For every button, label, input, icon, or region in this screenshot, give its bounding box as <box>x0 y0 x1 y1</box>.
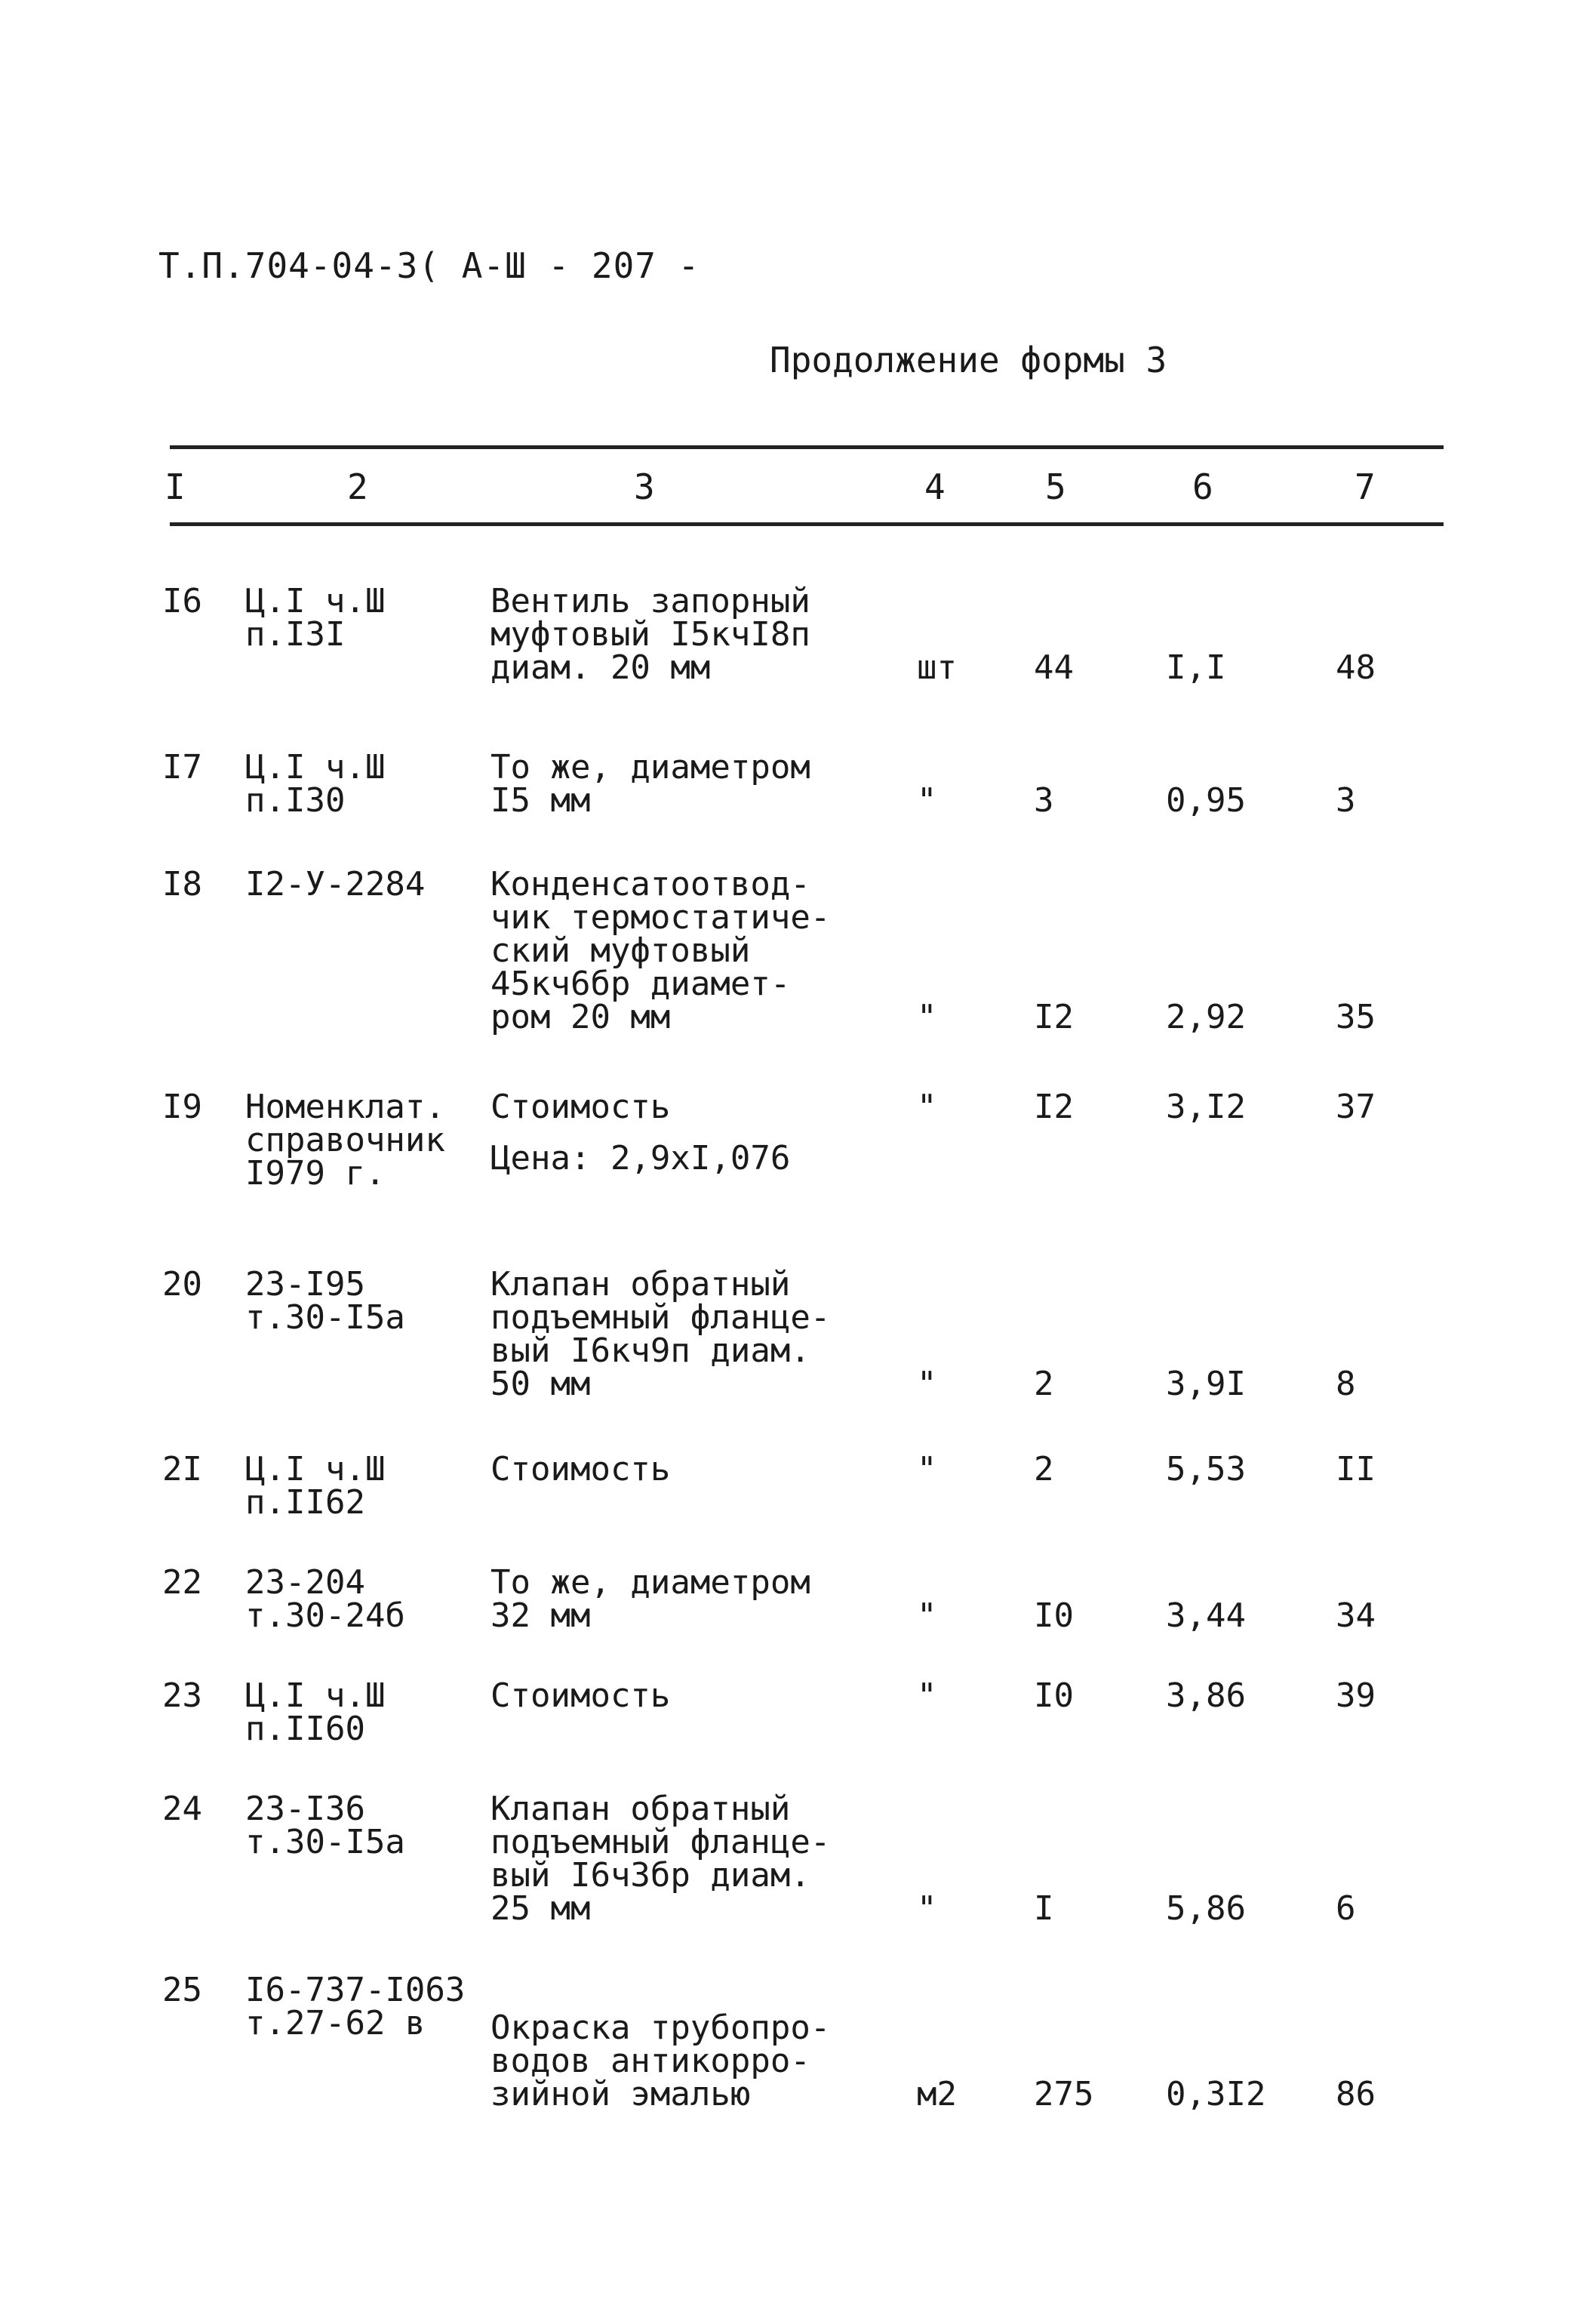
row-unit-price: 2,92 <box>1166 998 1246 1036</box>
row-description <box>490 582 810 687</box>
description-line: подъемный фланце- <box>490 1298 831 1337</box>
column-header-2: 2 <box>347 466 368 507</box>
row-unit: " <box>917 998 937 1036</box>
row-quantity: I0 <box>1034 1676 1074 1715</box>
column-header-7: 7 <box>1355 466 1376 507</box>
reference-line: п.II60 <box>245 1710 365 1748</box>
row-total: 8 <box>1336 1365 1356 1403</box>
reference-line: I6-737-I063 <box>245 1971 466 2009</box>
row-unit-price: 3,86 <box>1166 1676 1246 1715</box>
reference-line: справочник <box>245 1121 445 1159</box>
description-line: зийной эмалью <box>490 2075 751 2113</box>
row-quantity: 44 <box>1034 648 1074 687</box>
reference-line: т.30-I5а <box>245 1298 405 1337</box>
row-total: II <box>1336 1450 1376 1488</box>
reference-line: п.I30 <box>245 781 346 820</box>
description-line: Стоимость <box>490 1676 671 1715</box>
row-reference <box>245 1265 405 1337</box>
reference-line: Ц.I ч.Ш <box>245 1450 386 1488</box>
reference-line: 23-204 <box>245 1563 365 1602</box>
description-line: 50 мм <box>490 1365 591 1403</box>
column-header-5: 5 <box>1045 466 1066 507</box>
description-line: ром 20 мм <box>490 998 671 1036</box>
row-reference <box>245 1676 386 1748</box>
row-unit: " <box>917 1596 937 1635</box>
row-unit-price: 5,53 <box>1166 1450 1246 1488</box>
row-unit-price: 0,95 <box>1166 781 1246 820</box>
row-description <box>490 1265 831 1403</box>
row-total: 35 <box>1336 998 1376 1036</box>
description-line: подъемный фланце- <box>490 1823 831 1861</box>
reference-line: I979 г. <box>245 1154 386 1193</box>
description-line: Вентиль запорный <box>490 582 810 620</box>
row-total: 86 <box>1336 2075 1376 2113</box>
row-number: 20 <box>162 1265 202 1304</box>
row-reference <box>245 1088 445 1193</box>
row-number: 22 <box>162 1563 202 1602</box>
table-top-rule <box>170 445 1444 449</box>
description-line: вый I6ч3бр диам. <box>490 1856 810 1895</box>
column-header-3: 3 <box>634 466 655 507</box>
row-description <box>490 1563 810 1635</box>
column-header-6: 6 <box>1192 466 1213 507</box>
row-unit-price: 3,9I <box>1166 1365 1246 1403</box>
description-line: Клапан обратный <box>490 1265 791 1304</box>
row-quantity: I0 <box>1034 1596 1074 1635</box>
description-line: То же, диаметром <box>490 1563 810 1602</box>
description-line: Клапан обратный <box>490 1790 791 1828</box>
row-description <box>490 1790 831 1928</box>
row-unit-price: 0,3I2 <box>1166 2075 1266 2113</box>
row-total: 6 <box>1336 1889 1356 1928</box>
row-description <box>490 1088 791 1177</box>
reference-line: I2-У-2284 <box>245 865 426 903</box>
row-total: 37 <box>1336 1088 1376 1126</box>
row-number: 2I <box>162 1450 202 1488</box>
document-code: Т.П.704-04-3( А-Ш - 207 - <box>158 245 700 286</box>
row-unit: шт <box>917 648 957 687</box>
table-header-rule <box>170 522 1444 526</box>
row-number: I6 <box>162 582 202 620</box>
reference-line: п.I3I <box>245 615 346 654</box>
description-line: То же, диаметром <box>490 748 810 787</box>
description-line: 45кч6бр диамет- <box>490 965 791 1003</box>
description-line: чик термостатиче- <box>490 898 831 937</box>
row-reference <box>245 748 386 820</box>
row-number: I8 <box>162 865 202 903</box>
row-number: 25 <box>162 1971 202 2009</box>
reference-line: Ц.I ч.Ш <box>245 1676 386 1715</box>
row-unit: " <box>917 1365 937 1403</box>
row-description <box>490 1676 671 1715</box>
row-reference <box>245 1450 386 1522</box>
row-number: I9 <box>162 1088 202 1126</box>
description-line: ский муфтовый <box>490 931 751 970</box>
reference-line: 23-I95 <box>245 1265 365 1304</box>
row-unit-price: I,I <box>1166 648 1226 687</box>
description-line: Окраска трубопро- <box>490 2009 831 2047</box>
row-total: 48 <box>1336 648 1376 687</box>
row-quantity: I <box>1034 1889 1054 1928</box>
row-reference <box>245 1790 405 1861</box>
row-total: 34 <box>1336 1596 1376 1635</box>
row-number: I7 <box>162 748 202 787</box>
row-quantity: 2 <box>1034 1450 1054 1488</box>
description-line: водов антикорро- <box>490 2042 810 2080</box>
description-line: 25 мм <box>490 1889 591 1928</box>
row-description <box>490 748 810 820</box>
reference-line: Ц.I ч.Ш <box>245 748 386 787</box>
row-unit-price: 3,44 <box>1166 1596 1246 1635</box>
description-line: вый I6кч9п диам. <box>490 1331 810 1370</box>
description-line: 32 мм <box>490 1596 591 1635</box>
row-reference <box>245 1971 466 2042</box>
row-quantity: 2 <box>1034 1365 1054 1403</box>
reference-line: т.30-I5а <box>245 1823 405 1861</box>
row-unit: м2 <box>917 2075 957 2113</box>
row-unit-price: 5,86 <box>1166 1889 1246 1928</box>
column-header-1: I <box>165 466 186 507</box>
row-quantity: 275 <box>1034 2075 1094 2113</box>
description-line: диам. 20 мм <box>490 648 711 687</box>
reference-line: п.II62 <box>245 1483 365 1522</box>
row-description <box>490 865 831 1036</box>
row-description <box>490 2009 831 2113</box>
row-unit: " <box>917 1889 937 1928</box>
row-unit: " <box>917 1450 937 1488</box>
description-line: муфтовый I5кчI8п <box>490 615 810 654</box>
row-reference <box>245 582 386 654</box>
row-description <box>490 1450 671 1488</box>
row-quantity: I2 <box>1034 1088 1074 1126</box>
row-unit-price: 3,I2 <box>1166 1088 1246 1126</box>
row-reference <box>245 865 426 903</box>
description-line: Конденсатоотвод- <box>490 865 810 903</box>
row-reference <box>245 1563 405 1635</box>
reference-line: Номенклат. <box>245 1088 445 1126</box>
reference-line: т.30-24б <box>245 1596 405 1635</box>
row-unit: " <box>917 1676 937 1715</box>
description-line: Стоимость <box>490 1088 671 1126</box>
reference-line: Ц.I ч.Ш <box>245 582 386 620</box>
row-unit: " <box>917 1088 937 1126</box>
form-caption: Продолжение формы 3 <box>770 340 1167 380</box>
row-total: 3 <box>1336 781 1356 820</box>
row-total: 39 <box>1336 1676 1376 1715</box>
description-line: Стоимость <box>490 1450 671 1488</box>
reference-line: т.27-62 в <box>245 2004 426 2042</box>
row-quantity: I2 <box>1034 998 1074 1036</box>
row-number: 23 <box>162 1676 202 1715</box>
row-quantity: 3 <box>1034 781 1054 820</box>
reference-line: 23-I36 <box>245 1790 365 1828</box>
description-line: I5 мм <box>490 781 591 820</box>
row-unit: " <box>917 781 937 820</box>
row-number: 24 <box>162 1790 202 1828</box>
column-header-4: 4 <box>924 466 946 507</box>
price-note: Цена: 2,9хI,076 <box>490 1139 791 1177</box>
